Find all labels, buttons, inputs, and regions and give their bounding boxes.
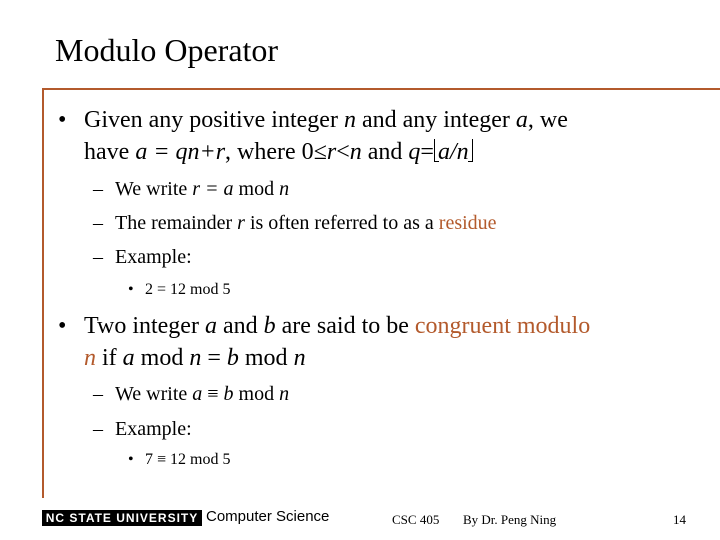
bullet-1-sub-1: We write r = a mod n [115,178,290,200]
bullet-2-example: 7 ≡ 12 mod 5 [145,451,231,468]
footer-author: By Dr. Peng Ning [463,512,557,527]
congruent-term: congruent modulo [414,313,591,339]
bullet-1-example: 2 = 12 mod 5 [145,281,231,298]
ncsu-logo: NC STATE UNIVERSITY [42,510,202,526]
page-number: 14 [673,512,686,527]
bullet-2-sub-1: We write a ≡ b mod n [115,383,290,405]
sub-sub-bullet: • [128,451,134,468]
footer-course: CSC 405 [392,512,440,527]
sub-dash: – [93,212,103,234]
sub-dash: – [93,383,103,405]
slide-title: Modulo Operator [55,32,279,68]
sub-sub-bullet: • [128,281,134,298]
bullet-1-sub-3: Example: [115,246,192,268]
bullet-2-sub-2: Example: [115,418,192,440]
sub-dash: – [93,178,103,200]
sub-dash: – [93,418,103,440]
bullet-1-marker: • [58,107,67,133]
footer-department: Computer Science [206,508,330,525]
title-underline [42,88,720,90]
bullet-2-line-1: Two integer a and b are said to be congruent modulo [84,313,591,339]
bullet-1-line-1: Given any positive integer n and any integer a, we [84,107,568,133]
bullet-1-sub-2: The remainder r is often referred to as a residue [115,212,497,234]
bullet-2-marker: • [58,313,67,339]
sub-dash: – [93,246,103,268]
floor-brackets: a/n [435,136,472,168]
bullet-2-line-2: n if a mod n = b mod n [84,345,306,371]
bullet-1-line-2: have a = qn+r, where 0≤r<n and q= a/n [84,136,473,168]
left-rule [42,88,44,498]
residue-term: residue [438,212,497,234]
